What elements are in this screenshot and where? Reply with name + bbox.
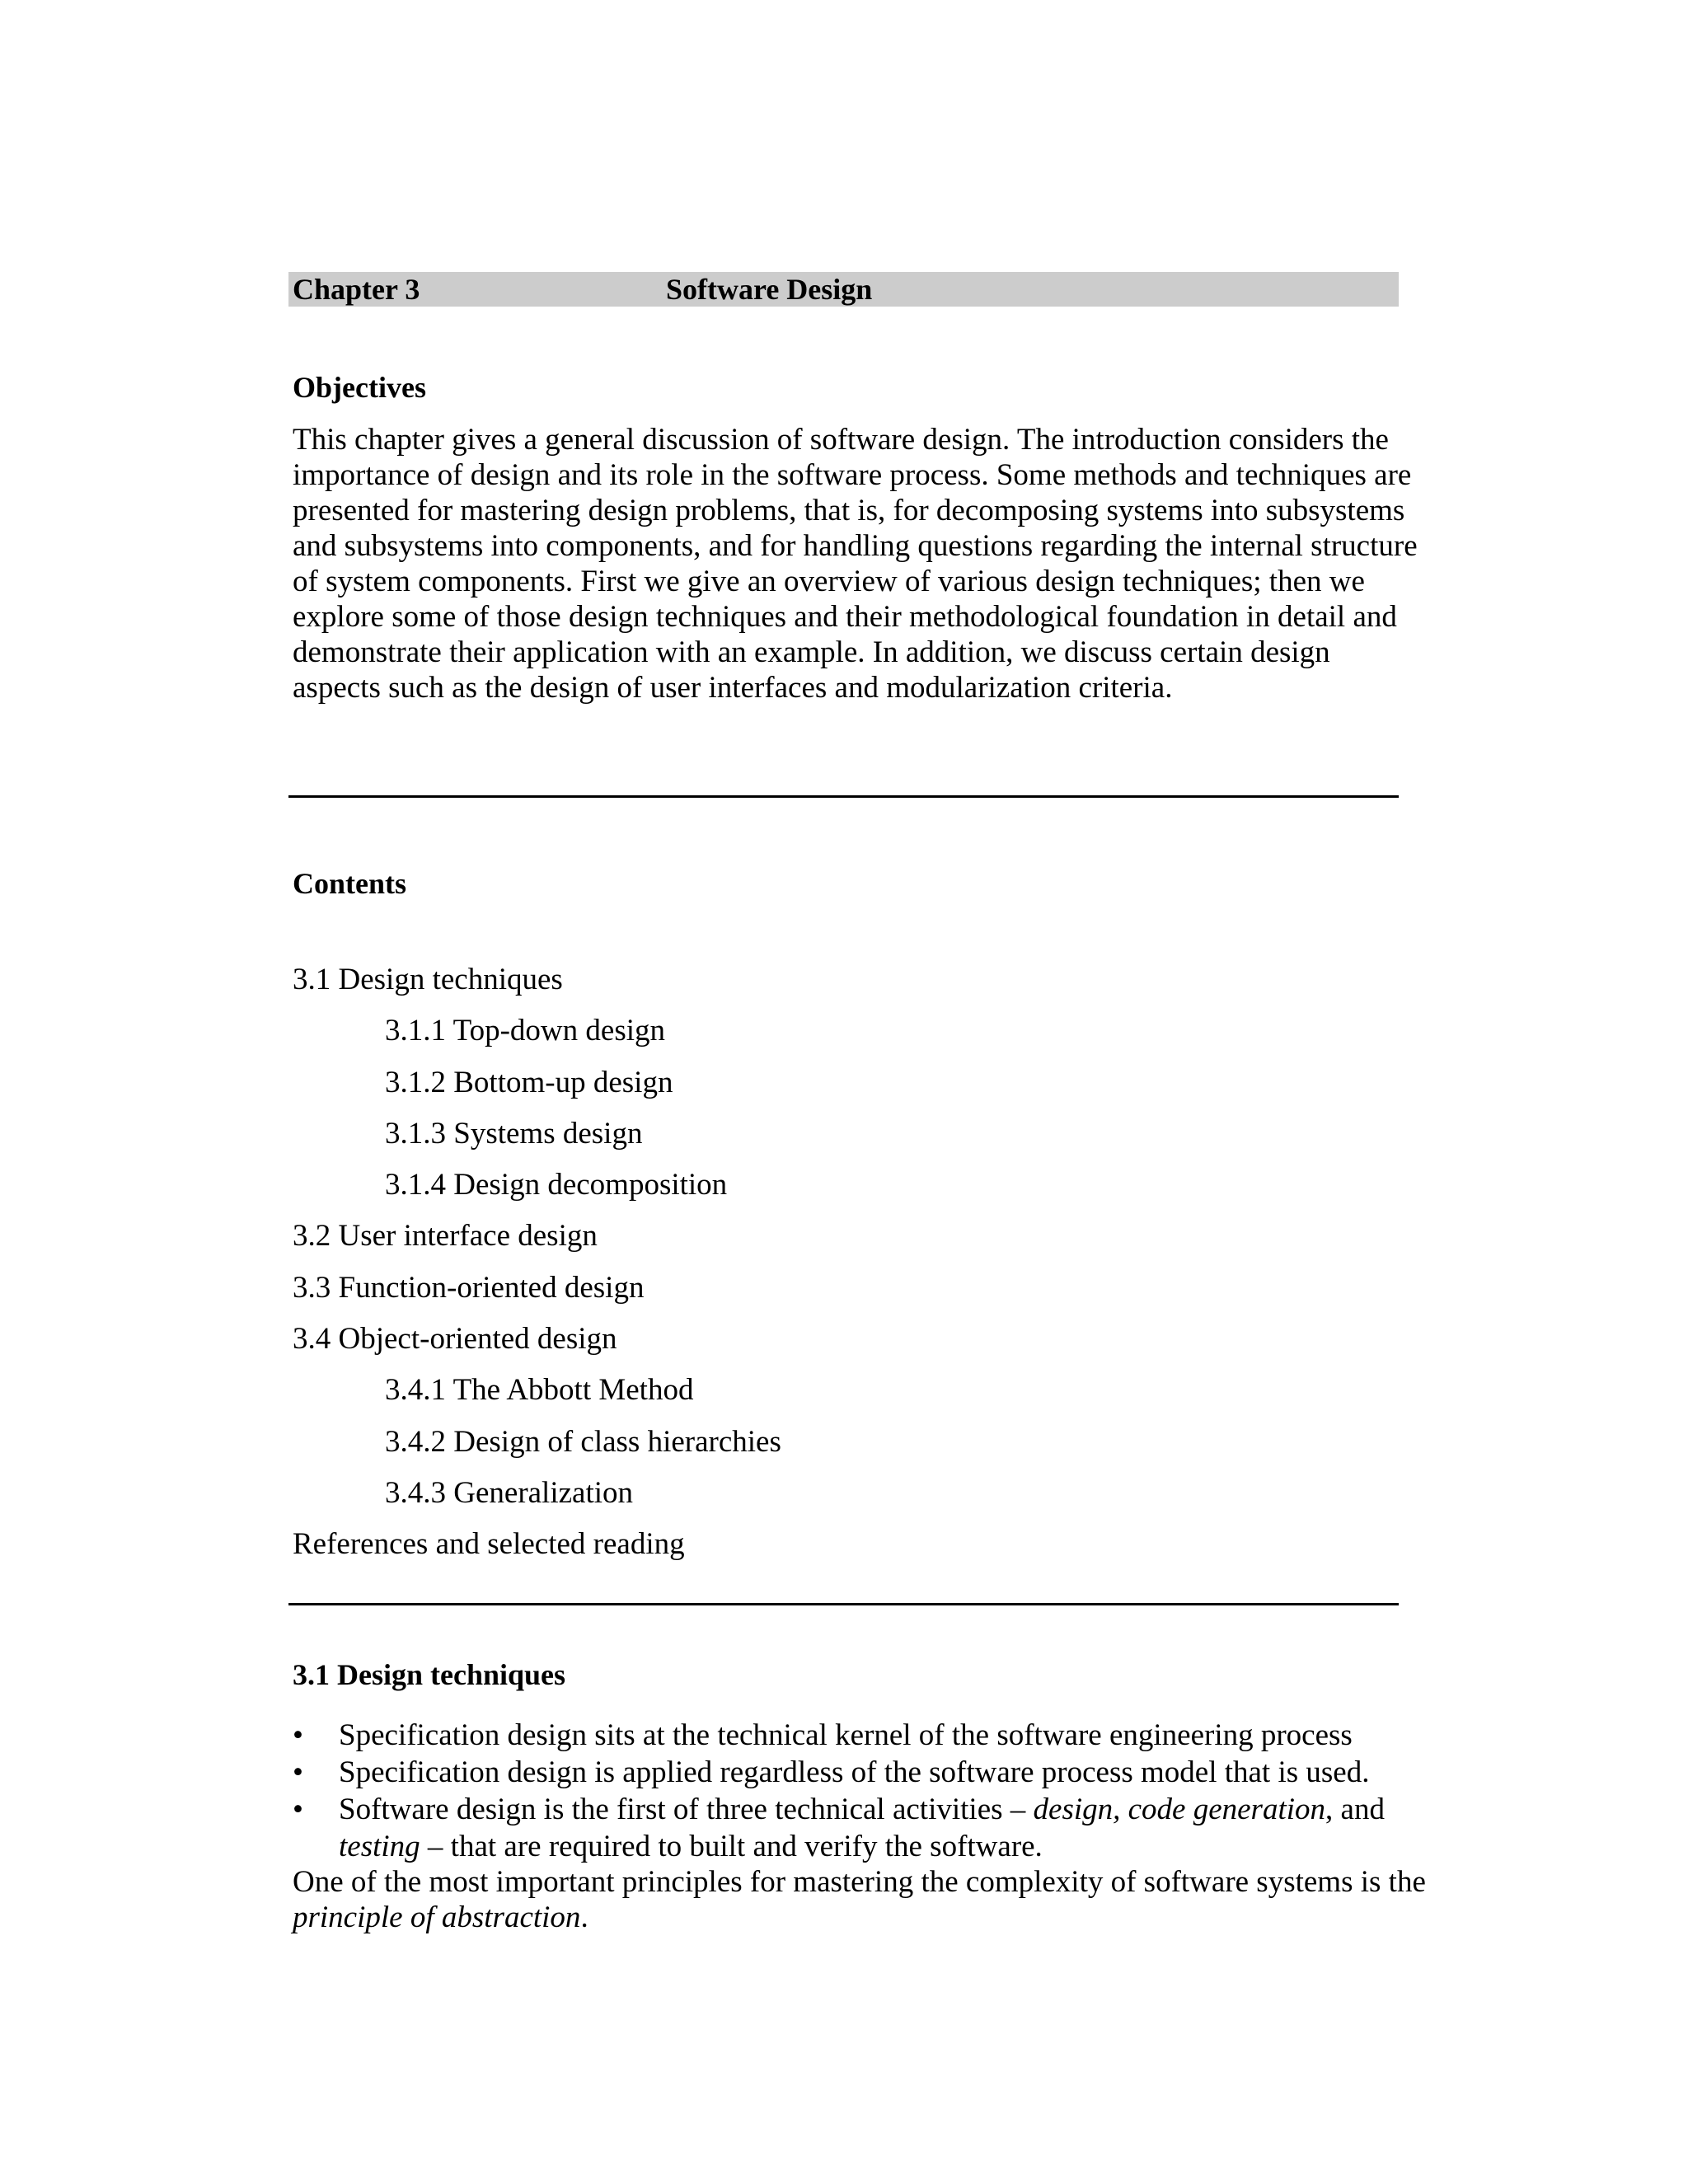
closing-paragraph — [293, 1864, 1430, 1935]
toc-item[interactable]: 3.1.2 Bottom-up design — [385, 1065, 673, 1099]
bullet-icon: • — [293, 1755, 303, 1789]
section-divider — [288, 795, 1399, 798]
closing-text: One of the most important principles for mastering the complexity of software systems is the — [293, 1865, 1426, 1899]
toc-item[interactable]: 3.1.3 Systems design — [385, 1116, 643, 1151]
bullet-text-segment: – that are required to built and verify the software. — [420, 1830, 1043, 1863]
toc-item[interactable]: 3.1.1 Top-down design — [385, 1014, 665, 1048]
list-item — [293, 1717, 1430, 1754]
chapter-title: Software Design — [666, 273, 873, 306]
bullet-text-segment: Software design is the first of three technical activities – — [339, 1793, 1034, 1826]
contents-heading: Contents — [293, 867, 407, 900]
toc-item[interactable]: 3.4 Object-oriented design — [293, 1322, 617, 1357]
toc-item[interactable]: 3.4.3 Generalization — [385, 1475, 634, 1510]
bullet-text: Specification design sits at the technical kernel of the software engineering process — [339, 1718, 1353, 1752]
list-item — [293, 1754, 1430, 1791]
bullet-list — [293, 1717, 1430, 1865]
bullet-icon: • — [293, 1793, 303, 1826]
toc-item[interactable]: References and selected reading — [293, 1527, 685, 1562]
objectives-heading: Objectives — [293, 371, 426, 404]
closing-end: . — [580, 1900, 588, 1934]
toc-item[interactable]: 3.1 Design techniques — [293, 963, 563, 996]
closing-italic: principle of abstraction — [293, 1900, 581, 1934]
bullet-text: Specification design is applied regardless of the software process model that is used. — [339, 1755, 1370, 1789]
section-heading: 3.1 Design techniques — [293, 1658, 566, 1691]
bullet-text-segment: , and — [1325, 1793, 1385, 1826]
toc-item[interactable]: 3.4.1 The Abbott Method — [385, 1373, 694, 1408]
toc-item[interactable]: 3.2 User interface design — [293, 1219, 598, 1254]
objectives-paragraph: This chapter gives a general discussion of software design. The introduction considers the importance of design and its role in the software process. Some methods and techniques are presented for mastering design problems, that is, for decomposing systems into subsystems and subsystems into components, and for handling questions regarding the internal structure of system components. First we give an overview of various design techniques; then we explore some of those design techniques and their methodological foundation in detail and demonstrate their application with an example. In addition, we discuss certain design aspects such as the design of user interfaces and modularization criteria. — [293, 423, 1418, 705]
toc-item[interactable]: 3.4.2 Design of class hierarchies — [385, 1424, 781, 1459]
bullet-icon: • — [293, 1718, 303, 1752]
section-divider — [288, 1603, 1399, 1605]
toc-item[interactable]: 3.3 Function-oriented design — [293, 1270, 645, 1305]
bullet-text-italic: testing — [339, 1830, 420, 1863]
list-item — [293, 1791, 1430, 1865]
table-of-contents — [293, 954, 781, 1571]
toc-item[interactable]: 3.1.4 Design decomposition — [385, 1168, 728, 1202]
chapter-number: Chapter 3 — [293, 273, 420, 306]
bullet-text — [339, 1793, 1385, 1863]
bullet-text-italic: design, code generation — [1033, 1793, 1326, 1826]
chapter-header-bar — [288, 272, 1399, 307]
